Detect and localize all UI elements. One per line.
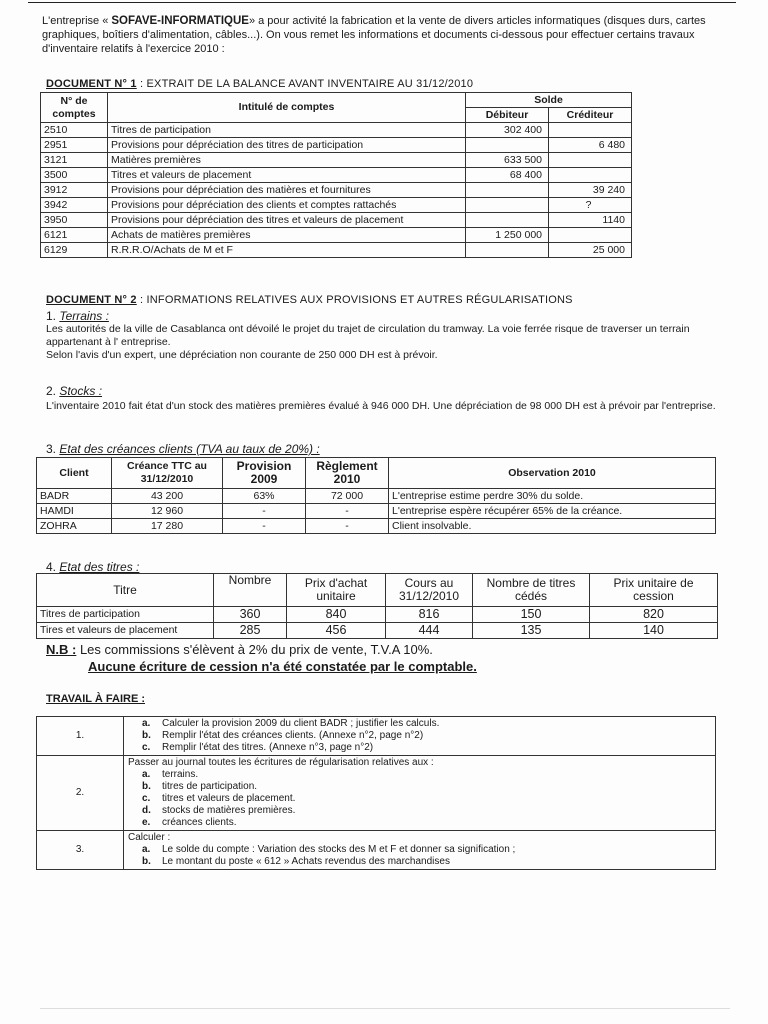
header-debiteur: Débiteur xyxy=(466,108,549,123)
titres-header-row xyxy=(37,574,718,607)
provision-value: - xyxy=(223,504,306,519)
cours-value: 444 xyxy=(386,623,473,639)
reglement-value: - xyxy=(306,519,389,534)
doc1-heading xyxy=(46,78,473,90)
account-number: 3121 xyxy=(41,153,108,168)
reglement-value: 72 000 xyxy=(306,489,389,504)
header-observation: Observation 2010 xyxy=(389,458,716,489)
header-cedes: Nombre de titres cédés xyxy=(473,574,590,607)
intro-text-start: L'entreprise « xyxy=(42,15,112,27)
creance-row xyxy=(37,519,716,534)
item-text: titres et valeurs de placement. xyxy=(162,793,296,804)
account-label: Provisions pour dépréciation des clients et comptes rattachés xyxy=(108,198,466,213)
doc1-title: : EXTRAIT DE LA BALANCE AVANT INVENTAIRE AU 31/12/2010 xyxy=(136,78,474,90)
credit-value: 25 000 xyxy=(549,243,632,258)
travail-number: 3. xyxy=(37,831,124,870)
doc1-label: DOCUMENT N° 1 xyxy=(46,78,137,90)
balance-row xyxy=(41,123,632,138)
account-label: Titres et valeurs de placement xyxy=(108,168,466,183)
terrains-text-2: Selon l'avis d'un expert, une dépréciation non courante de 250 000 DH est à prévoir. xyxy=(46,349,438,361)
account-label: Matières premières xyxy=(108,153,466,168)
section-title: Stocks : xyxy=(59,384,103,398)
travail-item xyxy=(128,793,711,805)
observation-text: Client insolvable. xyxy=(389,519,716,534)
section-titres-heading xyxy=(46,560,139,574)
balance-row xyxy=(41,138,632,153)
header-reglement: Règlement 2010 xyxy=(306,458,389,489)
debit-value: 302 400 xyxy=(466,123,549,138)
debit-value xyxy=(466,138,549,153)
doc2-label: DOCUMENT N° 2 xyxy=(46,294,137,306)
header-creance: Créance TTC au 31/12/2010 xyxy=(112,458,223,489)
account-label: Achats de matières premières xyxy=(108,228,466,243)
item-text: titres de participation. xyxy=(162,781,258,792)
cours-value: 816 xyxy=(386,607,473,623)
stocks-text: L'inventaire 2010 fait état d'un stock des matières premières évalué à 946 000 DH. Une dépréciation de 98 000 DH est à prévoir par l'entreprise. xyxy=(46,400,716,412)
header-nombre: Nombre xyxy=(214,574,287,607)
account-label: Titres de participation xyxy=(108,123,466,138)
travail-content xyxy=(124,717,716,756)
credit-value: 39 240 xyxy=(549,183,632,198)
account-number: 6129 xyxy=(41,243,108,258)
creances-header-row xyxy=(37,458,716,489)
item-letter: c. xyxy=(142,793,151,804)
item-text: stocks de matières premières. xyxy=(162,805,296,816)
header-prix: Prix d'achat unitaire xyxy=(287,574,386,607)
balance-table xyxy=(40,92,632,258)
nb-note xyxy=(46,642,433,657)
balance-row xyxy=(41,168,632,183)
travail-number: 1. xyxy=(37,717,124,756)
account-label: Provisions pour dépréciation des matières et fournitures xyxy=(108,183,466,198)
provision-value: - xyxy=(223,519,306,534)
item-letter: d. xyxy=(142,805,151,816)
titre-row xyxy=(37,623,718,639)
travail-item xyxy=(128,730,711,742)
credit-value: ? xyxy=(549,198,632,213)
client-name: HAMDI xyxy=(37,504,112,519)
travail-number: 2. xyxy=(37,756,124,831)
titre-name: Titres de participation xyxy=(37,607,214,623)
titres-table xyxy=(36,573,718,639)
header-num: N° de comptes xyxy=(41,93,108,123)
creance-value: 43 200 xyxy=(112,489,223,504)
header-intitule: Intitulé de comptes xyxy=(108,93,466,123)
credit-value: 1140 xyxy=(549,213,632,228)
intro-text-end: » a pour activité la fabrication et la vente de divers articles informatiques (disques durs, cartes graphiques, boîtiers d'alimentation, câbles...). On vous remet les informations et documents ci-dessous pour effectuer certains travaux d'inventaire relatifs à l'exercice 2010 : xyxy=(42,15,706,55)
section-terrains-heading xyxy=(46,309,109,323)
titre-row xyxy=(37,607,718,623)
client-name: BADR xyxy=(37,489,112,504)
creance-value: 12 960 xyxy=(112,504,223,519)
client-name: ZOHRA xyxy=(37,519,112,534)
account-number: 3500 xyxy=(41,168,108,183)
nb-bold-note xyxy=(88,659,477,674)
prix-value: 840 xyxy=(287,607,386,623)
item-letter: a. xyxy=(142,718,151,729)
balance-header-row xyxy=(41,93,632,108)
debit-value xyxy=(466,198,549,213)
debit-value xyxy=(466,213,549,228)
account-number: 3950 xyxy=(41,213,108,228)
item-text: Le montant du poste « 612 » Achats revendus des marchandises xyxy=(162,856,450,867)
travail-item xyxy=(128,718,711,730)
section-title: Etat des titres : xyxy=(59,560,140,574)
balance-row xyxy=(41,228,632,243)
account-number: 6121 xyxy=(41,228,108,243)
section-num: 2. xyxy=(46,384,60,398)
travail-item xyxy=(128,769,711,781)
provision-value: 63% xyxy=(223,489,306,504)
doc2-title: : INFORMATIONS RELATIVES AUX PROVISIONS ET AUTRES RÉGULARISATIONS xyxy=(136,294,573,306)
section-num: 1. xyxy=(46,309,60,323)
travail-item xyxy=(128,856,711,868)
travail-row xyxy=(37,717,716,756)
header-pu-cession: Prix unitaire de cession xyxy=(590,574,718,607)
debit-value xyxy=(466,243,549,258)
section-title: Etat des créances clients (TVA au taux de 20%) : xyxy=(59,442,320,456)
credit-value xyxy=(549,228,632,243)
balance-row xyxy=(41,213,632,228)
travail-item xyxy=(128,805,711,817)
account-number: 2951 xyxy=(41,138,108,153)
balance-row xyxy=(41,183,632,198)
titre-name: Tires et valeurs de placement xyxy=(37,623,214,639)
cedes-value: 150 xyxy=(473,607,590,623)
debit-value: 633 500 xyxy=(466,153,549,168)
credit-value xyxy=(549,168,632,183)
credit-value xyxy=(549,153,632,168)
debit-value: 1 250 000 xyxy=(466,228,549,243)
travail-item xyxy=(128,781,711,793)
nb-text: Les commissions s'élèvent à 2% du prix de vente, T.V.A 10%. xyxy=(76,642,433,657)
credit-value: 6 480 xyxy=(549,138,632,153)
intro-paragraph xyxy=(42,14,732,56)
prix-value: 456 xyxy=(287,623,386,639)
balance-row xyxy=(41,198,632,213)
creance-value: 17 280 xyxy=(112,519,223,534)
travail-intro: Calculer : xyxy=(128,832,171,843)
creance-row xyxy=(37,489,716,504)
creances-table xyxy=(36,457,716,534)
balance-row xyxy=(41,153,632,168)
item-text: Calculer la provision 2009 du client BADR ; justifier les calculs. xyxy=(162,718,440,729)
item-text: Remplir l'état des créances clients. (Annexe n°2, page n°2) xyxy=(162,730,424,741)
item-letter: a. xyxy=(142,769,151,780)
pu-cession-value: 820 xyxy=(590,607,718,623)
company-name: SOFAVE-INFORMATIQUE xyxy=(111,15,249,27)
header-titre: Titre xyxy=(37,574,214,607)
item-letter: b. xyxy=(142,856,151,867)
observation-text: L'entreprise estime perdre 30% du solde. xyxy=(389,489,716,504)
section-title: Terrains : xyxy=(59,309,109,323)
item-text: Le solde du compte : Variation des stocks des M et F et donner sa signification ; xyxy=(162,844,516,855)
nombre-value: 285 xyxy=(214,623,287,639)
item-text: Remplir l'état des titres. (Annexe n°3, page n°2) xyxy=(162,742,374,753)
travail-item xyxy=(128,817,711,829)
item-letter: a. xyxy=(142,844,151,855)
item-letter: b. xyxy=(142,730,151,741)
header-provision: Provision 2009 xyxy=(223,458,306,489)
travail-item xyxy=(128,742,711,754)
item-text: terrains. xyxy=(162,769,199,780)
nb-label: N.B : xyxy=(46,642,77,657)
item-letter: b. xyxy=(142,781,151,792)
top-rule xyxy=(28,2,736,3)
account-number: 3912 xyxy=(41,183,108,198)
travail-content xyxy=(124,756,716,831)
debit-value: 68 400 xyxy=(466,168,549,183)
item-letter: c. xyxy=(142,742,151,753)
account-number: 2510 xyxy=(41,123,108,138)
travail-item xyxy=(128,844,711,856)
header-cours: Cours au 31/12/2010 xyxy=(386,574,473,607)
section-num: 4. xyxy=(46,560,60,574)
terrains-text xyxy=(46,323,718,362)
doc2-heading xyxy=(46,294,573,306)
reglement-value: - xyxy=(306,504,389,519)
pu-cession-value: 140 xyxy=(590,623,718,639)
section-num: 3. xyxy=(46,442,60,456)
section-creances-heading xyxy=(46,442,320,456)
credit-value xyxy=(549,123,632,138)
balance-row xyxy=(41,243,632,258)
observation-text: L'entreprise espère récupérer 65% de la créance. xyxy=(389,504,716,519)
account-label: Provisions pour dépréciation des titres de participation xyxy=(108,138,466,153)
travail-heading: TRAVAIL À FAIRE : xyxy=(46,693,145,705)
travail-row xyxy=(37,831,716,870)
travail-row xyxy=(37,756,716,831)
bottom-rule xyxy=(40,1008,730,1009)
travail-content xyxy=(124,831,716,870)
item-letter: e. xyxy=(142,817,151,828)
terrains-text-1: Les autorités de la ville de Casablanca ont dévoilé le projet du trajet de circulation du tramway. La voie ferrée risque de traverser un terrain appartenant à l' entreprise. xyxy=(46,323,690,348)
account-label: R.R.R.O/Achats de M et F xyxy=(108,243,466,258)
creance-row xyxy=(37,504,716,519)
account-number: 3942 xyxy=(41,198,108,213)
nombre-value: 360 xyxy=(214,607,287,623)
header-crediteur: Créditeur xyxy=(549,108,632,123)
travail-intro: Passer au journal toutes les écritures de régularisation relatives aux : xyxy=(128,757,434,768)
debit-value xyxy=(466,183,549,198)
item-text: créances clients. xyxy=(162,817,237,828)
header-solde: Solde xyxy=(466,93,632,108)
travail-table xyxy=(36,716,716,870)
section-stocks-heading xyxy=(46,384,102,398)
cedes-value: 135 xyxy=(473,623,590,639)
header-client: Client xyxy=(37,458,112,489)
nb-bold-text: Aucune écriture de cession n'a été constatée par le comptable. xyxy=(88,659,477,674)
account-label: Provisions pour dépréciation des titres et valeurs de placement xyxy=(108,213,466,228)
